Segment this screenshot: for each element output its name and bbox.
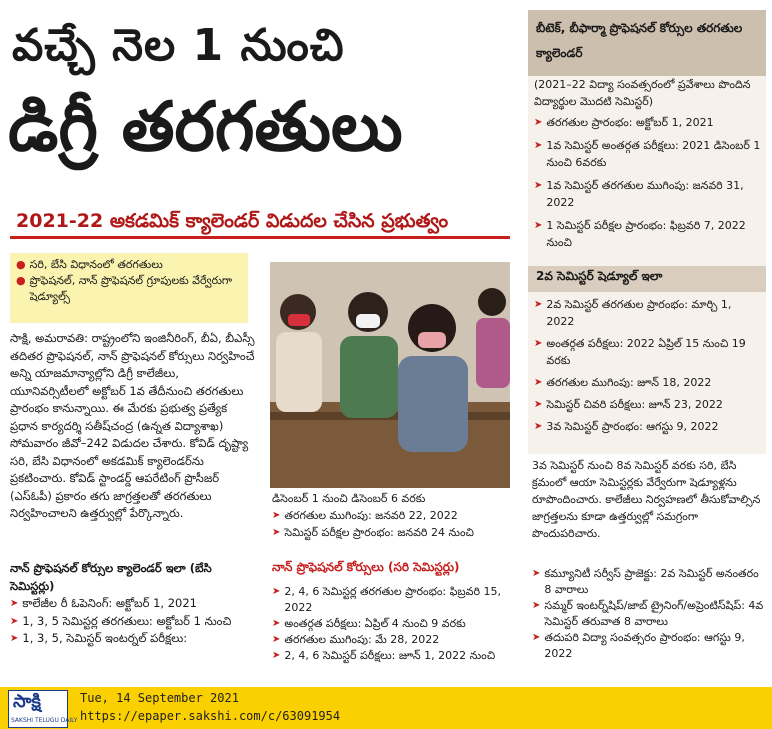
arrow-bullet-icon: ➤ <box>534 421 543 432</box>
arrow-bullet-icon: ➤ <box>272 618 281 629</box>
students-photo <box>270 262 510 488</box>
arrow-bullet-icon: ➤ <box>272 634 281 645</box>
subheadline-rule <box>10 236 510 239</box>
highlight-box <box>10 253 248 323</box>
arrow-bullet-icon: ➤ <box>272 650 281 661</box>
right-list-3 <box>532 566 764 662</box>
mid-list <box>272 584 517 664</box>
list-item: ➤ సెమిస్టర్ పరీక్షల ప్రారంభం: జనవరి 24 నుంచి <box>272 526 474 539</box>
right-list-2 <box>534 296 762 435</box>
list-item: ➤ తదుపరి విద్యా సంవత్సరం ప్రారంభం: ఆగస్టు 9, 2022 <box>532 631 745 660</box>
footer-date: Tue, 14 September 2021 <box>80 691 239 705</box>
list-item: ➤ 1వ సెమిస్టర్ తరగతుల ముగింపు: జనవరి 31, 2022 <box>534 179 744 209</box>
arrow-bullet-icon: ➤ <box>532 568 541 579</box>
arrow-bullet-icon: ➤ <box>10 633 19 644</box>
arrow-bullet-icon: ➤ <box>272 527 281 538</box>
arrow-bullet-icon: ➤ <box>10 598 19 609</box>
caption-line: డిసెంబర్ 1 నుంచి డిసెంబర్ 6 వరకు <box>272 492 426 505</box>
logo-text: సాక్షి <box>13 691 41 712</box>
mid-top-section <box>272 490 512 541</box>
bullet-icon: ● <box>16 258 26 271</box>
list-item: ➤ 3వ సెమిస్టర్ ప్రారంభం: ఆగస్టు 9, 2022 <box>534 420 719 433</box>
arrow-bullet-icon: ➤ <box>532 632 541 643</box>
list-item: ➤ కమ్యూనిటీ సర్వీస్ ప్రాజెక్టు: 2వ సెమిస్టర్ అనంతరం 8 వారాలు <box>532 567 759 596</box>
right-list <box>534 76 762 251</box>
logo-subtext: SAKSHI TELUGU DAILY <box>11 717 78 724</box>
list-item: ➤ తరగతుల ముగింపు: మే 28, 2022 <box>272 633 440 646</box>
list-item: ➤ తరగతుల ప్రారంభం: అక్టోబర్ 1, 2021 <box>534 116 714 129</box>
list-item: ➤ అంతర్గత పరీక్షలు: 2022 ఏప్రిల్ 15 నుంచి 19 వరకు <box>534 337 746 367</box>
arrow-bullet-icon: ➤ <box>534 377 543 388</box>
list-item: ➤ 1, 3, 5 సెమిస్టర్ల తరగతులు: అక్టోబర్ 1 నుంచి <box>10 613 256 631</box>
list-item: ➤ తరగతుల ముగింపు: జూన్ 18, 2022 <box>534 376 712 389</box>
list-item: ➤ సమ్మర్ ఇంటర్న్‌షిప్/జాబ్ ట్రైనింగ్/అప్రెంటిస్‌షిప్: 4వ సెమిస్టర్ తరువాత 8 వారాలు <box>532 599 764 628</box>
arrow-bullet-icon: ➤ <box>534 299 543 310</box>
footer-url-link[interactable]: https://epaper.sakshi.com/c/63091954 <box>80 709 341 723</box>
arrow-bullet-icon: ➤ <box>534 117 543 128</box>
arrow-bullet-icon: ➤ <box>10 615 19 627</box>
right-note: (2021–22 విద్యా సంవత్సరంలో ప్రవేశాలు పొందిన విద్యార్థుల మొదటి సెమిస్టర్) <box>534 78 751 108</box>
list-item: ➤ తరగతుల ముగింపు: జనవరి 22, 2022 <box>272 509 458 522</box>
arrow-bullet-icon: ➤ <box>534 140 543 151</box>
sakshi-logo[interactable] <box>8 690 78 728</box>
right-heading-2: 2వ సెమిస్టర్ షెడ్యూల్ ఇలా <box>528 266 766 292</box>
arrow-bullet-icon: ➤ <box>532 600 541 611</box>
article-body: సాక్షి, అమరావతి: రాష్ట్రంలోని ఇంజినీరింగ్, బీఏ, బీఎస్సీ తదితర ప్రొఫెషనల్, నాన్ ప్రొఫెషనల్ కోర్సులు నిర్వహించే అన్ని యాజమాన్యాల్లోని డిగ్రీ కాలేజీలు, యూనివర్సిటీలలో అక్టోబర్ 1వ తేదీనుంచి తరగతులు ప్రారంభం కానున్నాయి. ఈ మేరకు ప్రభుత్వ ప్రత్యేక ప్రధాన కార్యదర్శి సతీష్‌చంద్ర (ఉన్నత విద్యాశాఖ) సోమవారం జీవో–242 విడుదల చేశారు. కోవిడ్ దృష్ట్యా సరి, బేసి విధానంలో అకడమిక్ క్యాలెండర్‌ను ప్రకటించారు. కోవిడ్ స్టాండర్డ్ ఆపరేటింగ్ ప్రొసీజర్ (ఎస్‌ఓపీ) ప్రకారం తగు జాగ్రత్తలతో తరగతులు నిర్వహించాలని ఉత్తర్వుల్లో పేర్కొన్నారు. <box>10 331 255 520</box>
list-item: ➤ 1 సెమిస్టర్ పరీక్షల ప్రారంభం: ఫిబ్రవరి 7, 2022 నుంచి <box>534 219 746 249</box>
classroom-photo-illustration <box>270 262 510 488</box>
list-item: ➤ 2, 4, 6 సెమిస్టర్ల తరగతుల ప్రారంభం: ఫిబ్రవరి 15, 2022 <box>272 585 501 614</box>
list-item: ➤ 1వ సెమిస్టర్ అంతర్గత పరీక్షలు: 2021 డిసెంబర్ 1 నుంచి 6వరకు <box>534 139 761 169</box>
list-item: ➤ అంతర్గత పరీక్షలు: ఏప్రిల్ 4 నుంచి 9 వరకు <box>272 617 466 630</box>
highlight-item: ● సరి, బేసి విధానంలో తరగతులు <box>16 258 163 271</box>
arrow-bullet-icon: ➤ <box>272 586 281 597</box>
headline-line1: వచ్చే నెల 1 నుంచి <box>12 20 345 71</box>
arrow-bullet-icon: ➤ <box>534 220 543 231</box>
list-item: ➤ కాలేజీల రీ ఓపెనింగ్: అక్టోబర్ 1, 2021 <box>10 595 256 613</box>
mid-heading: నాన్ ప్రొఫెషనల్ కోర్సులు (సరి సెమిస్టర్లు) <box>272 560 460 574</box>
highlight-item: ● ప్రొఫెషనల్, నాన్ ప్రొఫెషనల్ గ్రూపులకు వేర్వేరుగా షెడ్యూల్స్ <box>16 274 233 303</box>
nonprof-heading: నాన్ ప్రొఫెషనల్ కోర్సుల క్యాలెండర్ ఇలా (బేసి సెమిస్టర్లు) <box>10 561 212 593</box>
right-paragraph: 3వ సెమిస్టర్ నుంచి 8వ సెమిస్టర్ వరకు సరి, బేసి క్రమంలో ఆయా సెమిస్టర్లకు వేర్వేరుగా షెడ్యూళ్లను రూపొందించారు. కాలేజీలు నిర్వహణలో తీసుకోవాల్సిన జాగ్రత్తలను కూడా ఉత్తర్వుల్లో సమగ్రంగా పొందుపరిచారు. <box>532 459 761 540</box>
arrow-bullet-icon: ➤ <box>534 180 543 191</box>
arrow-bullet-icon: ➤ <box>534 338 543 349</box>
list-item: ➤ 2వ సెమిస్టర్ తరగతుల ప్రారంభం: మార్చి 1, 2022 <box>534 298 732 328</box>
arrow-bullet-icon: ➤ <box>534 399 543 410</box>
subheadline: 2021-22 అకడమిక్ క్యాలెండర్ విడుదల చేసిన ప్రభుత్వం <box>16 210 449 232</box>
headline-line2: డిగ్రీ తరగతులు <box>8 88 403 167</box>
bullet-icon: ● <box>16 274 26 287</box>
right-heading: బీటెక్, బీఫార్మా ప్రొఫెషనల్ కోర్సుల తరగతుల క్యాలెండర్ <box>528 10 766 76</box>
nonprof-section <box>10 560 256 648</box>
list-item: ➤ 2, 4, 6 సెమిస్టర్ పరీక్షలు: జూన్ 1, 2022 నుంచి <box>272 649 496 662</box>
list-item: ➤ సెమిస్టర్ చివరి పరీక్షలు: జూన్ 23, 2022 <box>534 398 723 411</box>
arrow-bullet-icon: ➤ <box>272 510 281 521</box>
list-item: ➤ 1, 3, 5, సెమిస్టర్ ఇంటర్నల్ పరీక్షలు: <box>10 630 256 648</box>
